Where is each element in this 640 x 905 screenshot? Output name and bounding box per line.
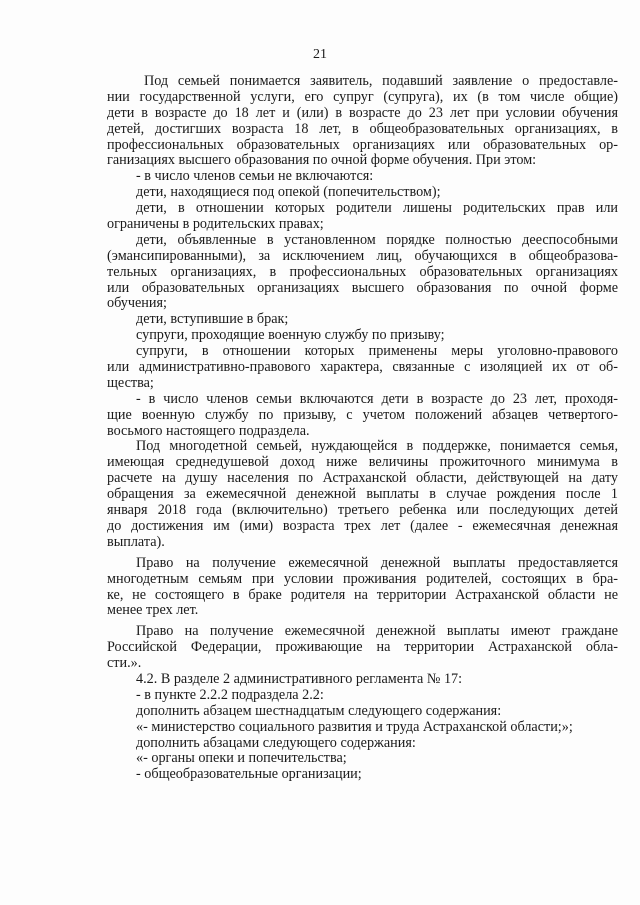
text-line: дети, вступившие в брак; [136, 311, 289, 328]
text-line: Под многодетной семьей, нуждающейся в поддержке, понимается семья, [136, 438, 618, 455]
document-body [107, 74, 618, 783]
text-line: (эмансипированными), за исключением лиц, обучающихся в общеобразова- [107, 247, 618, 264]
text-line: Российской Федерации, проживающие на территории Астраханской обла- [107, 639, 618, 656]
text-line: дети, объявленные в установленном порядке полностью дееспособными [136, 231, 618, 248]
text-line: ограничены в родительских правах; [107, 216, 324, 233]
text-line: обращения за ежемесячной денежной выплаты в случае рождения после 1 [107, 486, 618, 503]
text-line: тельных организациях, в профессиональных образовательных организациях [107, 263, 618, 280]
text-line: Право на получение ежемесячной денежной выплаты имеют граждане [136, 623, 618, 640]
text-line: менее трех лет. [107, 602, 199, 619]
text-line: - в пункте 2.2.2 подраздела 2.2: [136, 686, 324, 703]
text-line: или образовательных организациях высшего образования по очной форме [107, 279, 618, 296]
text-line: дополнить абзацами следующего содержания: [136, 734, 416, 751]
text-line: дети, в отношении которых родители лишены родительских прав или [136, 200, 618, 217]
text-line: - в число членов семьи не включаются: [136, 168, 374, 185]
text-line: супруги, проходящие военную службу по призыву; [136, 327, 445, 344]
text-line: профессиональных образовательных организациях или образовательных ор- [107, 136, 618, 153]
text-line: расчете на душу населения по Астраханской области, действующей на дату [107, 470, 618, 487]
text-line: сти.». [107, 655, 142, 672]
text-line: ке, не состоящего в браке родителя на территории Астраханской области не [107, 586, 618, 603]
text-line: Под семьей понимается заявитель, подавший заявление о предоставле- [144, 73, 618, 89]
text-line: нии государственной услуги, его супруг (супруга), их (в том числе общие) [107, 88, 618, 105]
text-line: супруги, в отношении которых применены меры уголовно-правового [136, 343, 618, 360]
text-line: до достижения им (ими) возраста трех лет (далее - ежемесячная денежная [107, 517, 618, 534]
text-line: детей, достигших возраста 18 лет, в общеобразовательных организациях, в [107, 120, 618, 137]
text-line: дети в возрасте до 18 лет и (или) в возрасте до 23 лет при условии обучения [107, 104, 618, 121]
text-line: обучения; [107, 295, 167, 312]
text-line: имеющая среднедушевой доход ниже величины прожиточного минимума в [107, 454, 618, 471]
text-line: Право на получение ежемесячной денежной выплаты предоставляется [136, 554, 618, 571]
page-number: 21 [313, 47, 327, 62]
text-line: ганизациях высшего образования по очной форме обучения. При этом: [107, 152, 537, 169]
text-line: или административно-правового характера, связанные с изоляцией их от об- [107, 359, 618, 376]
text-line: января 2018 года (включительно) третьего ребенка или последующих детей [107, 502, 618, 519]
text-line: щие военную службу по призыву, с учетом положений абзацев четвертого- [107, 406, 618, 423]
text-line: щества; [107, 374, 154, 391]
text-line: выплата). [107, 533, 165, 550]
text-line: многодетным семьям при условии проживания родителей, состоящих в бра- [107, 570, 618, 587]
text-line: 4.2. В разделе 2 административного регламента № 17: [136, 670, 463, 687]
text-line: восьмого настоящего подраздела. [107, 422, 310, 439]
text-line: - общеобразовательные организации; [136, 766, 362, 783]
text-line: - в число членов семьи включаются дети в возрасте до 23 лет, проходя- [136, 390, 618, 407]
text-line: дополнить абзацем шестнадцатым следующего содержания: [136, 702, 502, 719]
text-line: «- органы опеки и попечительства; [136, 750, 347, 767]
text-line: дети, находящиеся под опекой (попечительством); [136, 184, 441, 201]
text-line: «- министерство социального развития и труда Астраханской области;»; [136, 718, 573, 735]
